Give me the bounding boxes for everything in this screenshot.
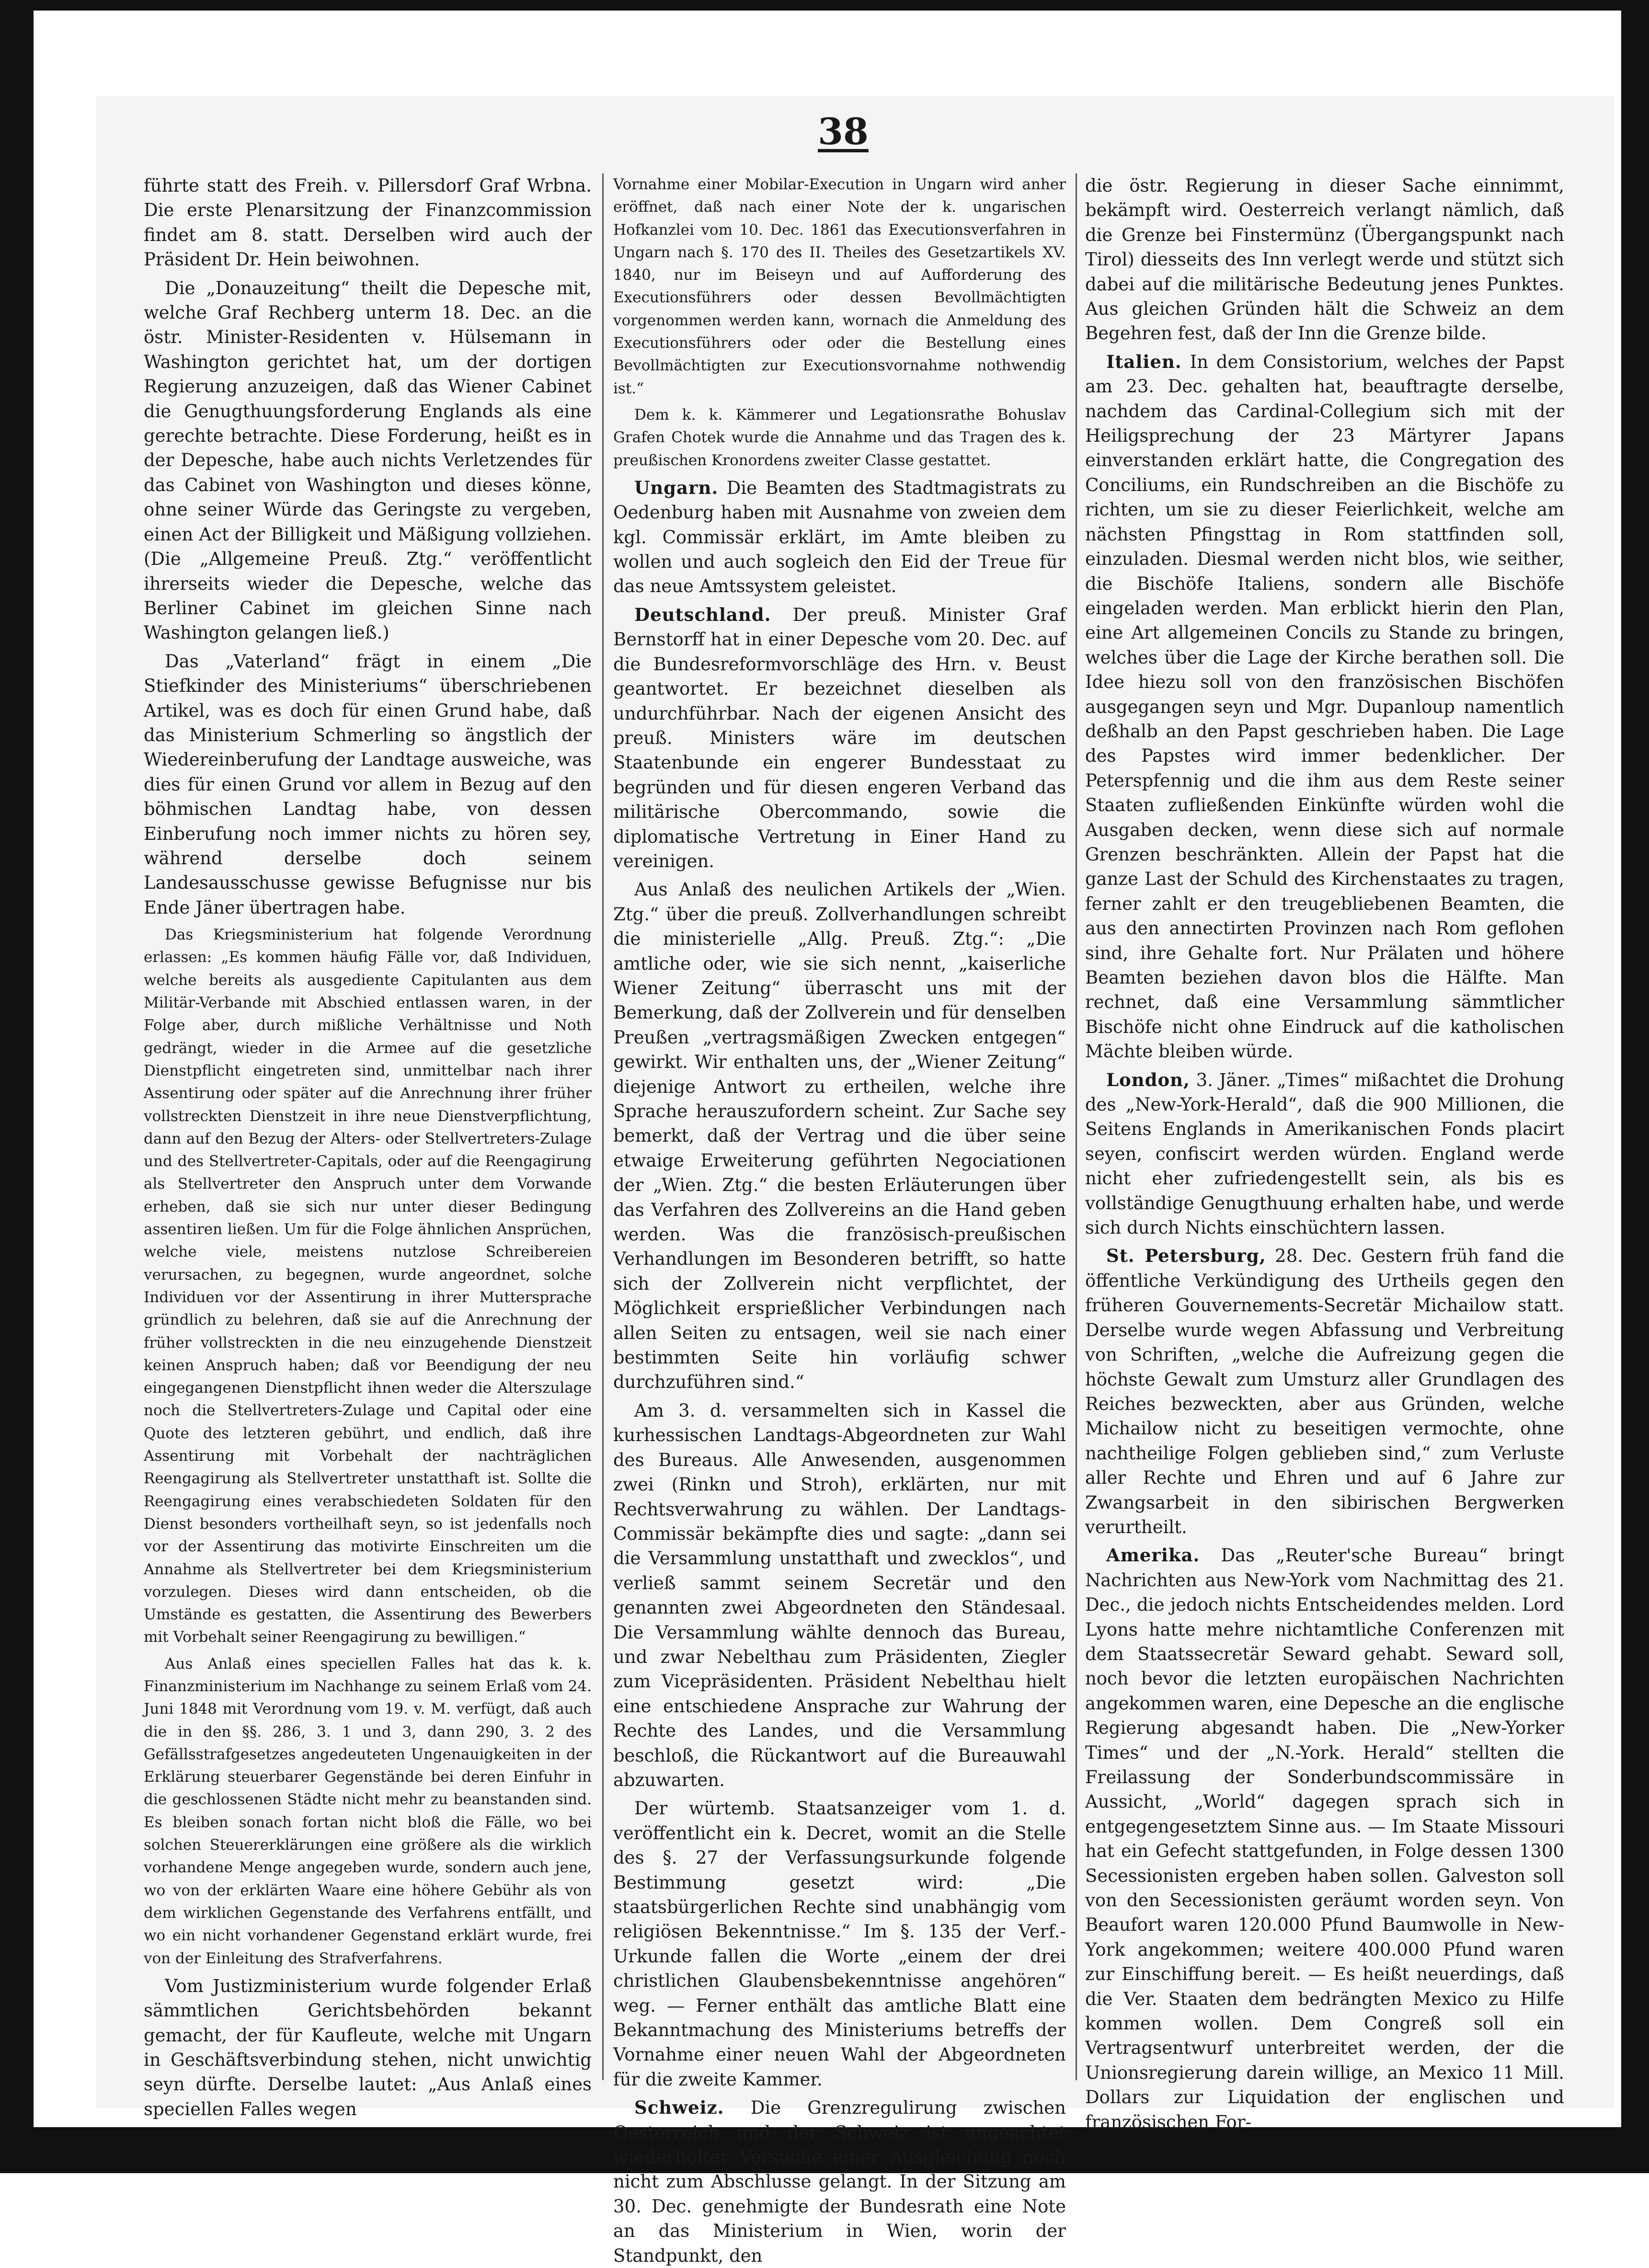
column-2 [613,173,1066,2266]
paragraph-text: Das „Vaterland“ frägt in einem „Die Stiefkinder des Ministeriums“ überschriebenen Artikel, was es doch für einen Grund habe, daß das Ministerium Schmerling so ängstlich der Wiedereinberufung der Landtage ausweiche, was dies für einen Grund vor allem in Bezug auf den böhmischen Landtag habe, von dessen Einberufung noch immer nichts zu hören sey, während derselbe doch seinem Landesausschusse gewisse Befugnisse nur bis Ende Jäner übertragen habe. [144,651,592,918]
article-paragraph [144,276,592,645]
section-heading: Italien. [1106,351,1182,372]
paragraph-text: Aus Anlaß des neulichen Artikels der „Wien. Ztg.“ über die preuß. Zollverhandlungen schreibt die ministerielle „Allg. Preuß. Ztg.“: „Die amtliche oder, wie sie sich nennt, „kaiserliche Wiener Zeitung“ überrascht uns mit der Bemerkung, daß der Zollverein und für denselben Preußen „vertragsmäßigen Zwecken entgegen“ gewirkt. Wir enthalten uns, der „Wiener Zeitung“ diejenige Antwort zu ertheilen, welche ihre Sprache herauszufordern scheint. Zur Sache sey bemerkt, daß der Vertrag und die über seine etwaige Erweiterung geführten Negociationen der „Wien. Ztg.“ die besten Erläuterungen über das Verfahren des Zollvereins an die Hand geben werden. Was die französisch-preußischen Verhandlungen im Besonderen betrifft, so hatte sich der Zollverein nicht verpflichtet, der Möglichkeit ersprießlicher Verbindungen nach allen Seiten zu entsagen, weil sie nach einer bestimmten Seite hin vorläufig schwer durchzuführen sind.“ [613,879,1066,1393]
article-paragraph [144,1653,592,1970]
paragraph-text: Dem k. k. Kämmerer und Legationsrathe Bohuslav Grafen Chotek wurde die Annahme und das Tragen des k. preußischen Kronordens zweiter Classe gestattet. [613,406,1066,469]
article-paragraph [613,404,1066,472]
column-rule [1076,173,1077,2080]
article-paragraph [613,173,1066,400]
paragraph-text: Die „Donauzeitung“ theilt die Depesche mit, welche Graf Rechberg unterm 18. Dec. an die östr. Minister-Residenten v. Hülsemann in Washington gerichtet hat, um der dortigen Regierung anzuzeigen, daß das Wiener Cabinet die Genugthuungsforderung Englands als eine gerechte betrachte. Diese Forderung, heißt es in der Depesche, habe auch nichts Verletzendes für das Cabinet von Washington und dieses könne, ohne seiner Würde das Geringste zu vergeben, einen Act der Billigkeit und Mäßigung vollziehen. (Die „Allgemeine Preuß. Ztg.“ veröffentlicht ihrerseits wieder die Depesche, welche das Berliner Cabinet im gleichen Sinne nach Washington gelangen ließ.) [144,277,592,643]
article-paragraph [1085,173,1564,346]
page-number: 38 [818,110,869,153]
paragraph-text: Das Kriegsministerium hat folgende Verordnung erlassen: „Es kommen häufig Fälle vor, daß Individuen, welche bereits als ausgediente Capitulanten aus dem Militär-Verbande mit Abschied entlassen waren, in der Folge aber, durch mißliche Verhältnisse und Noth gedrängt, wieder in die Armee auf die gesetzliche Dienstpflicht eingetreten sind, unmittelbar nach ihrer Assentirung oder später auf die Anrechnung ihrer früher vollstreckten Dienstzeit in ihre neue Dienstverpflichtung, dann auf den Bezug der Alters- oder Stellvertreters-Zulage und des Stellvertreter-Capitals, oder auf die Reengagirung als Stellvertreter den Anspruch unter dem Vorwande erheben, daß sie sich nur unter dieser Bedingung assentiren ließen. Um für die Folge ähnlichen Ansprüchen, welche viele, meistens nutzlose Schreibereien verursachen, zu begegnen, wurde angeordnet, solche Individuen vor der Assentirung in ihrer Muttersprache gründlich zu belehren, daß sie auf die Anrechnung der früher vollstreckten in die neu einzugehende Dienstzeit keinen Anspruch haben; daß vor Beendigung der neu eingegangenen Dienstpflicht ihnen weder die Alterszulage noch die Stellvertreters-Zulage und Capital oder eine Quote des letzteren gebührt, und endlich, daß ihre Assentirung mit Vorbehalt der nachträglichen Reengagirung als Stellvertreter unstatthaft ist. Sollte die Reengagirung eines verabschiedeten Soldaten für den Dienst besonders vortheilhaft seyn, so ist jedenfalls noch vor der Assentirung das motivirte Einschreiten um die Annahme als Stellvertreter bei dem Kriegsministerium vorzulegen. Dieses wird dann entscheiden, ob die Umstände es gestatten, die Assentirung des Bewerbers mit Vorbehalt seiner Reengagirung zu bewilligen.“ [144,926,592,1646]
article-paragraph [144,173,592,272]
column-3 [1085,173,1565,2132]
paragraph-text: Der preuß. Minister Graf Bernstorff hat in einer Depesche vom 20. Dec. auf die Bundesreformvorschläge des Hrn. v. Beust geantwortet. Er bezeichnet dieselben als undurchführbar. Nach der eigenen Ansicht des preuß. Ministers wäre im deutschen Staatenbunde ein engerer Bundesstaat zu begründen und für diesen engeren Verband das militärische Obercommando, sowie die diplomatische Vertretung in Einer Hand zu vereinigen. [613,604,1066,871]
article-paragraph [613,1796,1066,2092]
column-rule [602,173,604,2080]
paragraph-text: Am 3. d. versammelten sich in Kassel die kurhessischen Landtags-Abgeordneten zur Wahl des Bureaus. Alle Anwesenden, ausgenommen zwei (Rinkn und Stroh), erklärten, nur mit Rechtsverwahrung zu wählen. Der Landtags-Commissär bekämpfte dies und sagte: „dann sei die Versammlung unstatthaft und zwecklos“, und verließ sammt seinem Secretär und den genannten zwei Abgeordneten den Ständesaal. Die Versammlung wählte dennoch das Bureau, und zwar Nebelthau zum Präsidenten, Ziegler zum Vicepräsidenten. Präsident Nebelthau hielt eine entschiedene Ansprache zur Wahrung der Rechte des Landes, und die Versammlung beschloß, die Rückantwort auf die Bureauwahl abzuwarten. [613,1400,1066,1790]
scan-border-top [0,0,1649,11]
section-heading: London, [1106,1069,1190,1090]
paragraph-text: Vornahme einer Mobilar-Execution in Ungarn wird anher eröffnet, daß nach einer Note der k. ungarischen Hofkanzlei vom 10. Dec. 1861 das Executionsverfahren in Ungarn nach §. 170 des II. Theiles des Gesetzartikels XV. 1840, nur im Beiseyn und auf Aufforderung des Executionsführers oder dessen Bevollmächtigten vorgenommen werden kann, wornach die Anmeldung des Executionsführers oder oder die Bestellung eines Bevollmächtigten zur Executionsvornahme nothwendig ist.“ [613,176,1066,397]
paragraph-text: Vom Justizministerium wurde folgender Erlaß sämmtlichen Gerichtsbehörden bekannt gemacht, der für Kaufleute, welche mit Ungarn in Geschäftsverbindung stehen, nicht unwichtig seyn dürfte. Derselbe lautet: „Aus Anlaß eines speciellen Falles wegen [144,1975,592,2119]
article-paragraph [613,1398,1066,1793]
article-paragraph [613,476,1066,599]
scan-border-right [1621,0,1649,2173]
article-paragraph [144,924,592,1649]
section-heading: Deutschland. [634,604,771,625]
article-paragraph [1085,1543,1564,2134]
article-paragraph [613,877,1066,1395]
section-heading: Ungarn. [634,477,719,498]
section-heading: Amerika. [1106,1545,1200,1566]
paragraph-text: Das „Reuter'sche Bureau“ bringt Nachrichten aus New-York vom Nachmittag des 21. Dec., die jedoch nichts Entscheidendes melden. Lord Lyons hatte mehre nichtamtliche Conferenzen mit dem Staatssecretär Seward gehabt. Seward soll, noch bevor die letzten europäischen Nachrichten angekommen waren, eine Depesche an die englische Regierung abgesandt haben. Die „New-Yorker Times“ und der „N.-York. Herald“ stellten die Freilassung der Sonderbundscommissäre in Aussicht, „World“ dagegen sprach sich in entgegengesetztem Sinne aus. — Im Staate Missouri hat ein Gefecht stattgefunden, in Folge dessen 1300 Secessionisten ergeben haben sollen. Galveston soll von den Secessionisten geräumt worden seyn. Von Beaufort waren 120.000 Pfund Baumwolle in New-York angekommen; weitere 400.000 Pfund waren zur Einschiffung bereit. — Es heißt neuerdings, daß die Ver. Staaten dem bedrängten Mexico zu Hilfe kommen wollen. Dem Congreß soll ein Vertragsentwurf unterbreitet werden, der die Unionsregierung darein willige, an Mexico 11 Mill. Dollars zur Liquidation der englischen und französischen For- [1085,1545,1564,2132]
article-paragraph [613,2096,1066,2268]
column-1 [144,173,592,2119]
article-paragraph [144,649,592,920]
paragraph-text: In dem Consistorium, welches der Papst am 23. Dec. gehalten hat, beauftragte derselbe, nachdem das Cardinal-Collegium sich mit der Heiligsprechung der 23 Märtyrer Japans einverstanden erklärt hatte, die Congregation des Conciliums, ein Rundschreiben an die Bischöfe zu richten, um sie zu dieser Feierlichkeit, welche am nächsten Pfingsttag in Rom stattfinden soll, einzuladen. Diesmal werden nicht blos, wie seither, die Bischöfe Italiens, sondern alle Bischöfe eingeladen werden. Man erblickt hierin den Plan, eine Art allgemeinen Concils zu Stande zu bringen, welches über die Lage der Kirche berathen soll. Die Idee hiezu soll von den französischen Bischöfen ausgegangen seyn und Mgr. Dupanloup namentlich deßhalb an den Papst geschrieben haben. Die Lage des Papstes wird immer bedenklicher. Der Peterspfennig und die ihm aus dem Reste seiner Staaten zufließenden Einkünfte würden wohl die Ausgaben decken, wenn diese sich auf normale Grenzen beschränkten. Allein der Papst hat die ganze Last der Schuld des Kirchenstaates zu tragen, ferner zahlt er den treugebliebenen Beamten, die aus den annectirten Provinzen nach Rom geflohen sind, ihre Gehalte fort. Nur Prälaten und höhere Beamten beziehen davon blos die Hälfte. Man rechnet, daß eine Versammlung sämmtlicher Bischöfe nicht ohne Eindruck auf die katholischen Mächte bleiben würde. [1085,351,1564,1062]
article-paragraph [1085,1068,1564,1240]
paragraph-text: Der würtemb. Staatsanzeiger vom 1. d. veröffentlicht ein k. Decret, womit an die Stelle des §. 27 der Verfassungsurkunde folgende Bestimmung gesetzt wird: „Die staatsbürgerlichen Rechte sind unabhängig vom religiösen Bekenntnisse.“ Im §. 135 der Verf.-Urkunde fallen die Worte „einem der drei christlichen Glaubensbekenntnisse angehören“ weg. — Ferner enthält das amtliche Blatt eine Bekanntmachung des Ministeriums betreffs der Vornahme einer neuen Wahl der Abgeordneten für die zweite Kammer. [613,1798,1066,2090]
article-paragraph [613,603,1066,873]
paragraph-text: führte statt des Freih. v. Pillersdorf Graf Wrbna. Die erste Plenarsitzung der Finanzcommission findet am 8. statt. Derselben wird auch der Präsident Dr. Hein beiwohnen. [144,175,592,270]
paragraph-text: Aus Anlaß eines speciellen Falles hat das k. k. Finanzministerium im Nachhange zu seinem Erlaß vom 24. Juni 1848 mit Verordnung vom 19. v. M. verfügt, daß auch die in den §§. 286, 3. 1 und 3, dann 290, 3. 2 des Gefällsstrafgesetzes angedeuteten Ungenauigkeiten in der Erklärung steuerbarer Gegenstände bei deren Einfuhr in die geschlossenen Städte nicht mehr zu beanstanden sind. Es bleiben sonach fortan nicht bloß die Fälle, wo bei solchen Steuererklärungen eine größere als die wirklich vorhandene Menge angegeben wurde, sondern auch jene, wo von der erklärten Waare eine höhere Gebühr als von dem wirklichen Gegenstande des Verfahrens entfällt, und wo ein nicht vorhandener Gegenstand erklärt wurde, frei von der Einleitung des Strafverfahrens. [144,1655,592,1967]
scan-border-left [0,0,34,2173]
article-paragraph [144,1974,592,2121]
paragraph-text: 3. Jäner. „Times“ mißachtet die Drohung des „New-York-Herald“, daß die 900 Millionen, die Seitens Englands in Amerikanischen Fonds placirt seyen, confiscirt werden würden. England werde nicht eher zufriedengestellt sein, als bis es vollständige Genugthuung erhalten habe, und werde sich durch Nichts einschüchtern lassen. [1085,1069,1565,1238]
section-heading: St. Petersburg, [1106,1245,1266,1267]
paragraph-text: Die Grenzregulirung zwischen Oesterreich und der Schweiz ist ungeachtet wiederholter Versuche einer Ausgleichung noch nicht zum Abschlusse gelangt. In der Sitzung am 30. Dec. genehmigte der Bundesrath eine Note an das Ministerium in Wien, worin der Standpunkt, den [613,2097,1066,2266]
article-paragraph [1085,1244,1564,1539]
section-heading: Schweiz. [634,2097,724,2119]
paragraph-text: Die Beamten des Stadtmagistrats zu Oedenburg haben mit Ausnahme von zweien dem kgl. Commissär erklärt, im Amte bleiben zu wollen und auch sogleich den Eid der Treue für das neue Amtssystem geleistet. [613,477,1066,597]
paragraph-text: die östr. Regierung in dieser Sache einnimmt, bekämpft wird. Oesterreich verlangt nämlich, daß die Grenze bei Finstermünz (Übergangspunkt nach Tirol) diesseits des Inn verlegt werde und stützt sich dabei auf die militärische Bedeutung jenes Punktes. Aus gleichen Gründen hält die Schweiz an dem Begehren fest, daß der Inn die Grenze bilde. [1085,175,1564,344]
paragraph-text: 28. Dec. Gestern früh fand die öffentliche Verkündigung des Urtheils gegen den früheren Gouvernements-Secretär Michailow statt. Derselbe wurde wegen Abfassung und Verbreitung von Schriften, „welche die Aufreizung gegen die höchste Gewalt zum Umsturz aller Grundlagen des Reiches bezweckten, aber aus Gründen, welche Michailow nicht zu beseitigen vermochte, ohne nachtheilige Folgen geblieben sind,“ zum Verluste aller Rechte und Ehren und auf 6 Jahre zur Zwangsarbeit in den sibirischen Bergwerken verurtheilt. [1085,1246,1565,1537]
article-paragraph [1085,350,1564,1064]
